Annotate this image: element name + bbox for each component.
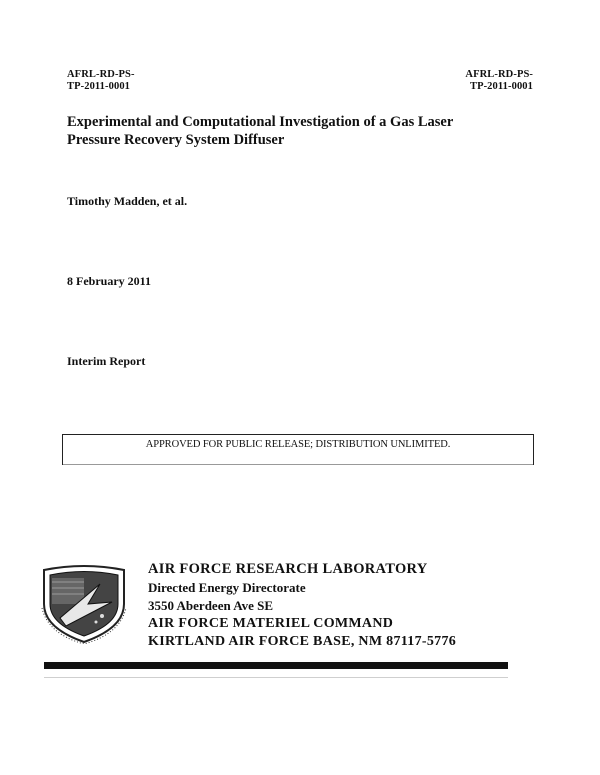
report-id-left	[67, 69, 135, 93]
distribution-box-bottom-rule	[63, 464, 533, 465]
author: Timothy Madden, et al.	[67, 194, 188, 208]
title-line1: Experimental and Computational Investigation of a Gas Laser	[67, 114, 454, 130]
title-line2: Pressure Recovery System Diffuser	[67, 132, 285, 148]
organization-directorate: Directed Energy Directorate	[148, 580, 306, 595]
distribution-statement-box	[62, 434, 534, 465]
organization-command: AIR FORCE MATERIEL COMMAND	[148, 616, 394, 631]
report-type: Interim Report	[67, 354, 146, 368]
footer-thin-rule	[44, 677, 508, 678]
report-id-left-line2: TP-2011-0001	[67, 81, 131, 92]
distribution-statement: APPROVED FOR PUBLIC RELEASE; DISTRIBUTION UNLIMITED.	[145, 439, 451, 450]
organization-base: KIRTLAND AIR FORCE BASE, NM 87117-5776	[148, 634, 457, 649]
report-date: 8 February 2011	[67, 274, 151, 288]
report-id-right-line2: TP-2011-0001	[469, 81, 533, 92]
document-title	[67, 113, 537, 149]
organization-name: AIR FORCE RESEARCH LABORATORY	[148, 561, 428, 577]
organization-address: 3550 Aberdeen Ave SE	[148, 598, 274, 613]
report-id-left-line1: AFRL-RD-PS-	[67, 69, 135, 80]
afmc-shield-emblem-icon	[38, 564, 130, 644]
organization-block	[148, 560, 456, 651]
report-id-right-line1: AFRL-RD-PS-	[465, 69, 533, 80]
report-id-right	[465, 69, 533, 93]
footer-thick-rule	[44, 662, 508, 669]
